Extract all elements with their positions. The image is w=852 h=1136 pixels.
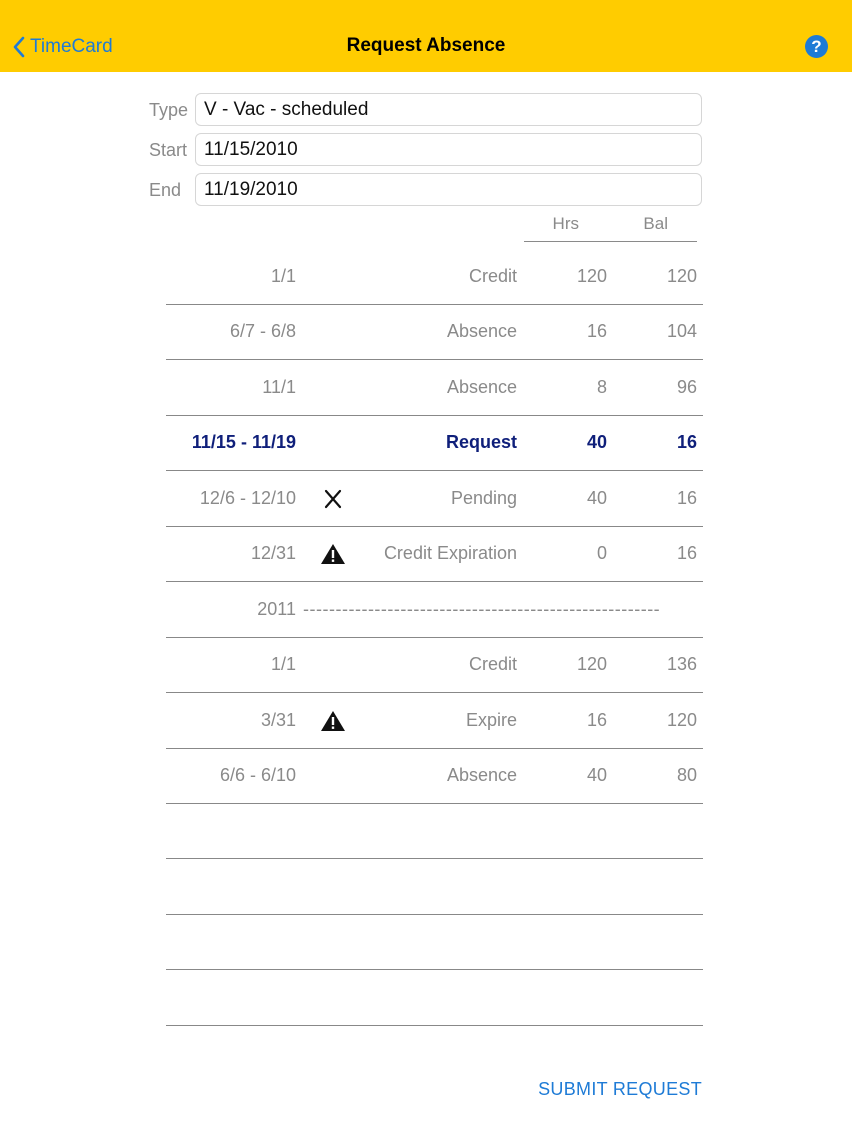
row-type: Pending xyxy=(450,488,517,508)
row-date: 1/1 xyxy=(270,266,296,286)
table-row[interactable] xyxy=(166,249,703,304)
page-title: Request Absence xyxy=(346,35,506,56)
year-separator-dashes: ------------------------------------------------------- xyxy=(303,599,661,619)
row-type: Absence xyxy=(446,321,517,341)
row-hours: 16 xyxy=(586,710,607,730)
row-hours: 0 xyxy=(596,543,607,563)
row-divider xyxy=(166,858,703,859)
submit-request-button[interactable]: SUBMIT REQUEST xyxy=(538,1079,702,1099)
row-hours: 120 xyxy=(576,654,607,674)
row-balance: 96 xyxy=(676,377,697,397)
row-balance: 16 xyxy=(676,543,697,563)
row-date: 11/1 xyxy=(262,377,296,397)
row-type: Request xyxy=(445,432,517,452)
table-row[interactable] xyxy=(166,748,703,803)
row-date: 3/31 xyxy=(260,710,296,730)
row-balance: 136 xyxy=(666,654,697,674)
row-hours: 16 xyxy=(586,321,607,341)
row-type: Credit xyxy=(468,266,517,286)
row-hours: 40 xyxy=(586,765,607,785)
table-row-request[interactable] xyxy=(166,415,703,470)
year-separator-row xyxy=(166,582,703,637)
row-balance: 16 xyxy=(676,488,697,508)
end-label: End xyxy=(149,180,182,200)
row-type: Absence xyxy=(446,765,517,785)
row-date: 11/15 - 11/19 xyxy=(191,432,296,452)
row-hours: 40 xyxy=(586,488,607,508)
type-field[interactable]: V - Vac - scheduled xyxy=(195,93,702,126)
row-balance: 120 xyxy=(666,266,697,286)
table-row[interactable] xyxy=(166,526,703,581)
row-type: Absence xyxy=(446,377,517,397)
table-row[interactable] xyxy=(166,693,703,748)
end-date-field[interactable]: 11/19/2010 xyxy=(195,173,702,206)
warning-icon xyxy=(320,543,346,565)
start-label: Start xyxy=(149,140,188,160)
row-type: Credit Expiration xyxy=(383,543,517,563)
row-date: 1/1 xyxy=(270,654,296,674)
year-label: 2011 xyxy=(257,599,296,619)
row-type: Expire xyxy=(465,710,517,730)
row-date: 6/6 - 6/10 xyxy=(219,765,296,785)
type-label: Type xyxy=(149,100,189,120)
row-divider xyxy=(166,914,703,915)
row-balance: 80 xyxy=(676,765,697,785)
row-divider xyxy=(166,1025,703,1026)
header-divider xyxy=(524,241,697,242)
table-row[interactable] xyxy=(166,304,703,359)
row-type: Credit xyxy=(468,654,517,674)
table-row[interactable] xyxy=(166,637,703,692)
row-hours: 120 xyxy=(576,266,607,286)
navigation-bar xyxy=(0,0,852,72)
table-row[interactable] xyxy=(166,471,703,526)
row-date: 12/6 - 12/10 xyxy=(199,488,296,508)
row-hours: 8 xyxy=(596,377,607,397)
row-balance: 104 xyxy=(666,321,697,341)
table-row[interactable] xyxy=(166,360,703,415)
bal-column-header: Bal xyxy=(643,214,668,233)
hrs-column-header: Hrs xyxy=(552,214,579,233)
close-icon xyxy=(320,488,346,510)
row-balance: 120 xyxy=(666,710,697,730)
row-date: 6/7 - 6/8 xyxy=(229,321,296,341)
row-divider xyxy=(166,969,703,970)
help-icon[interactable]: ? xyxy=(805,35,828,58)
row-balance: 16 xyxy=(676,432,697,452)
row-date: 12/31 xyxy=(250,543,296,563)
back-button-label: TimeCard xyxy=(30,36,113,57)
start-date-field[interactable]: 11/15/2010 xyxy=(195,133,702,166)
row-divider xyxy=(166,803,703,804)
row-hours: 40 xyxy=(586,432,607,452)
warning-icon xyxy=(320,710,346,732)
